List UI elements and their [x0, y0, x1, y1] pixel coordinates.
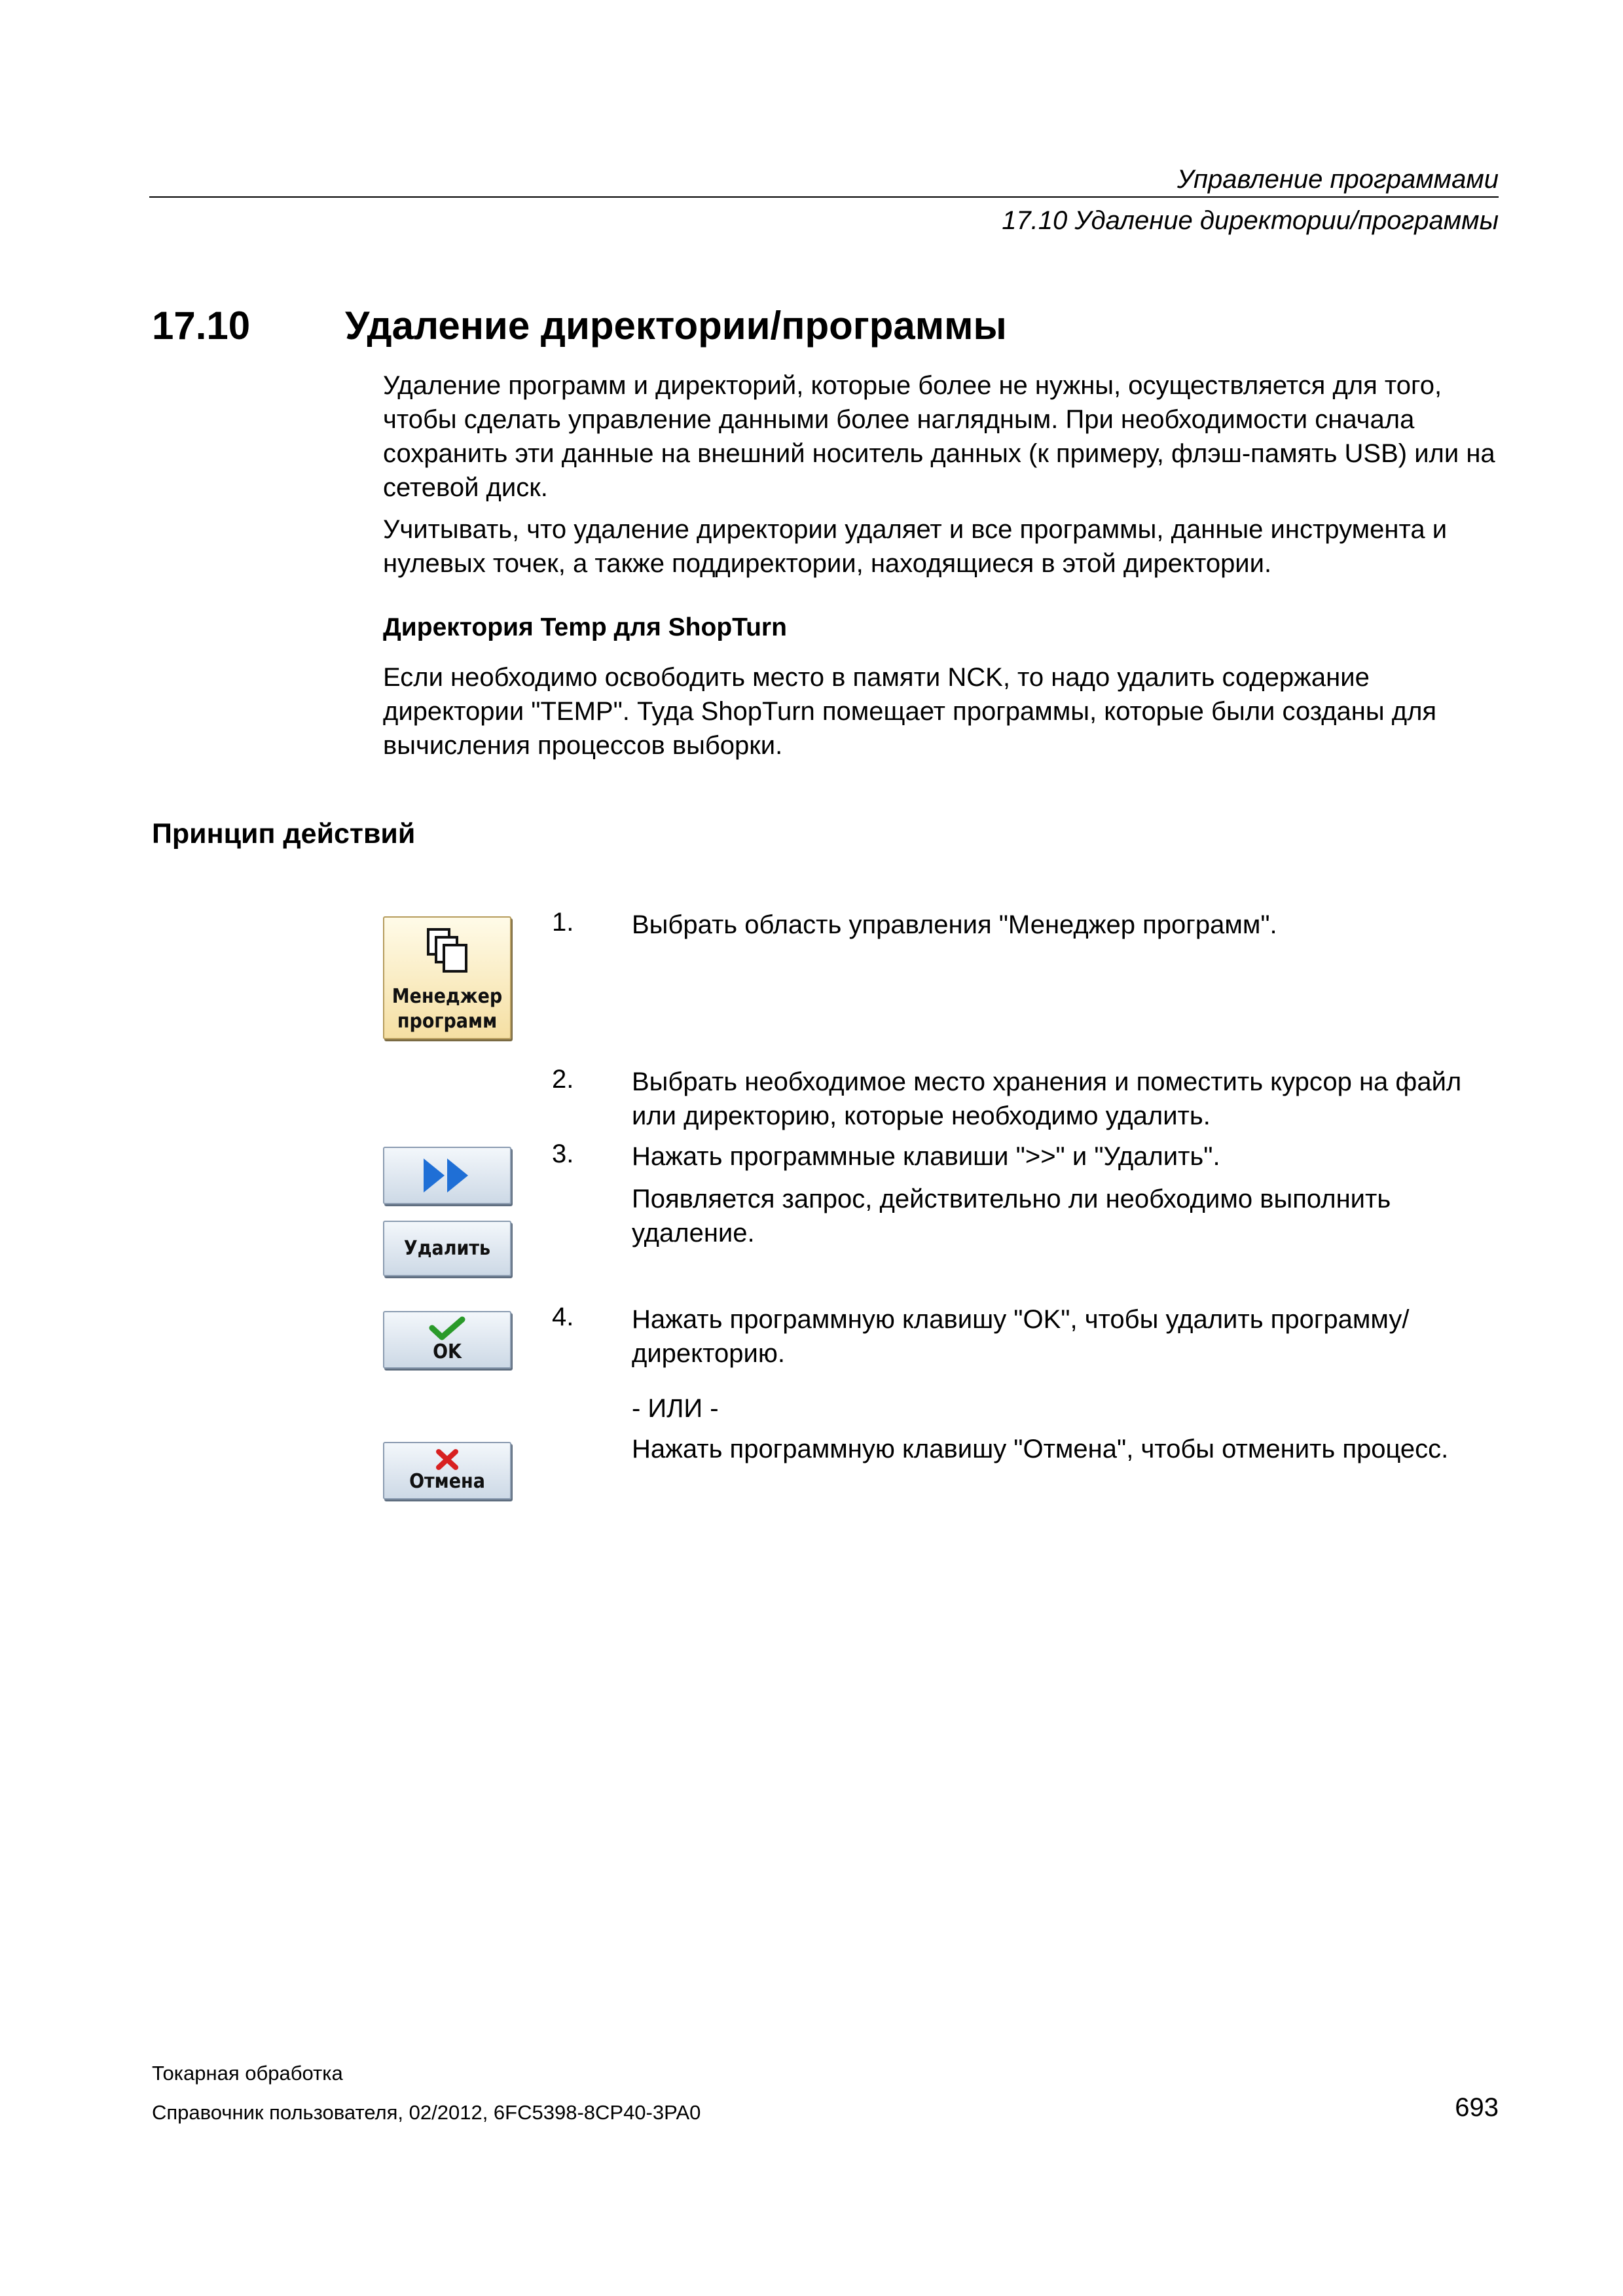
footer-manual-info: Справочник пользователя, 02/2012, 6FC5398-8CP40-3PA0 — [152, 2101, 701, 2124]
page-number: 693 — [1455, 2093, 1499, 2122]
checkmark-icon — [429, 1316, 465, 1341]
step-4-alt: Нажать программную клавишу "Отмена", чтобы отменить процесс. — [632, 1435, 1449, 1463]
intro-paragraph-1: Удаление программ и директорий, которые более не нужны, осуществляется для того, чтобы сделать управление данными более наглядным. При необходимости сначала сохранить эти данные на внешний носитель данных (к примеру, флэш-память USB) или на сетевой диск. — [383, 371, 1495, 502]
step-4-text: Нажать программную клавишу "OK", чтобы удалить программу/директорию. — [632, 1305, 1410, 1368]
header-rule — [149, 196, 1499, 198]
ok-softkey-label: OK — [433, 1340, 462, 1363]
step-2-number: 2. — [552, 1065, 574, 1094]
more-softkey[interactable] — [383, 1147, 511, 1204]
delete-softkey-label: Удалить — [403, 1237, 491, 1260]
section-number: 17.10 — [152, 304, 251, 348]
running-header-section: 17.10 Удаление директории/программы — [1002, 206, 1499, 235]
program-manager-label-line1: Менеджер — [392, 985, 503, 1008]
section-title: Удаление директории/программы — [345, 304, 1007, 348]
step-1-text: Выбрать область управления "Менеджер программ". — [632, 910, 1277, 939]
step-2-text: Выбрать необходимое место хранения и поместить курсор на файл или директорию, которые необходимо удалить. — [632, 1067, 1462, 1130]
step-3-text: Нажать программные клавиши ">>" и "Удалить". — [632, 1142, 1220, 1171]
double-arrow-right-icon — [421, 1157, 473, 1194]
procedure-heading: Принцип действий — [152, 818, 416, 850]
delete-softkey[interactable] — [383, 1221, 511, 1276]
program-manager-icon — [426, 927, 471, 975]
step-3-number: 3. — [552, 1139, 574, 1168]
cancel-softkey[interactable] — [383, 1442, 511, 1499]
step-3-note: Появляется запрос, действительно ли необходимо выполнить удаление. — [632, 1185, 1391, 1247]
step-4-number: 4. — [552, 1302, 574, 1331]
step-1-number: 1. — [552, 908, 574, 937]
program-manager-label-line2: программ — [397, 1010, 498, 1033]
x-icon — [435, 1448, 460, 1471]
temp-heading: Директория Temp для ShopTurn — [383, 613, 787, 641]
temp-paragraph: Если необходимо освободить место в памяти NCK, то надо удалить содержание директории "TEMP". Туда ShopTurn помещает программы, которые были созданы для вычисления процессов выборки. — [383, 663, 1437, 760]
cancel-softkey-label: Отмена — [409, 1470, 485, 1493]
program-manager-softkey[interactable] — [383, 916, 511, 1039]
footer-product: Токарная обработка — [152, 2062, 343, 2085]
running-header-chapter: Управление программами — [1176, 165, 1499, 194]
intro-paragraph-2: Учитывать, что удаление директории удаляет и все программы, данные инструмента и нулевых точек, а также поддиректории, находящиеся в этой директории. — [383, 515, 1448, 578]
step-4-or: - ИЛИ - — [632, 1394, 719, 1423]
ok-softkey[interactable] — [383, 1311, 511, 1369]
